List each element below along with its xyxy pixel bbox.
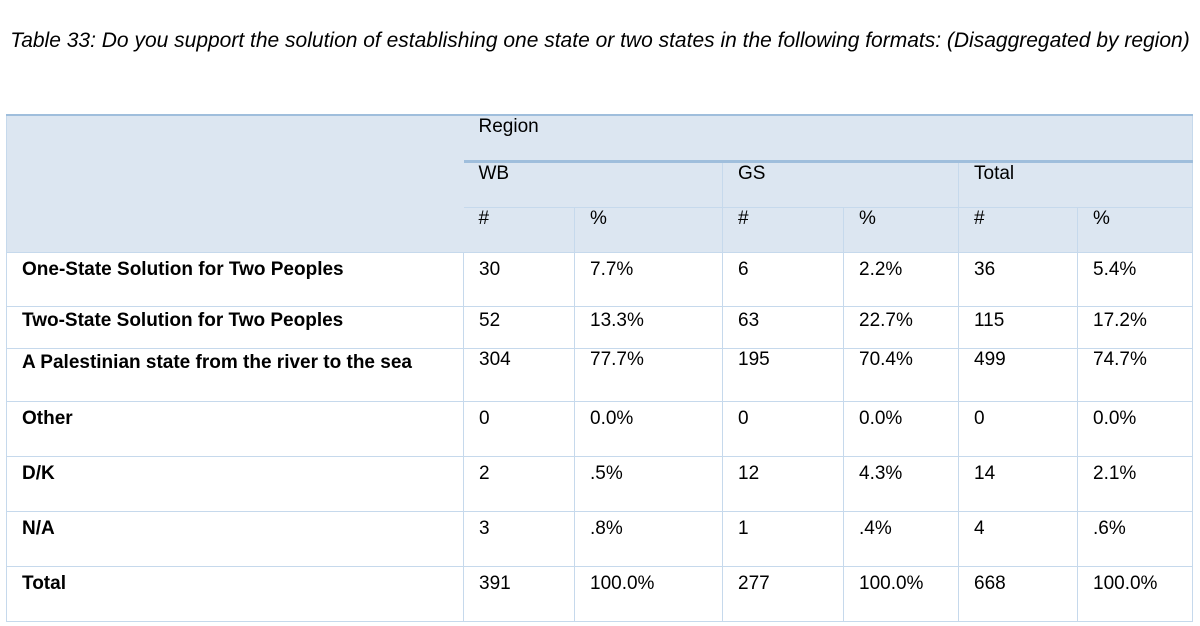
wb-percent: 13.3% xyxy=(575,307,723,349)
total-percent: 2.1% xyxy=(1078,457,1193,512)
gs-count: 195 xyxy=(723,349,844,402)
header-corner xyxy=(7,115,464,253)
gs-percent: 2.2% xyxy=(844,253,959,307)
gs-count-header: # xyxy=(723,208,844,253)
row-label: Two-State Solution for Two Peoples xyxy=(7,307,464,349)
table-body xyxy=(7,253,1193,622)
table-row xyxy=(7,512,1193,567)
total-count: 14 xyxy=(959,457,1078,512)
gs-count: 6 xyxy=(723,253,844,307)
region-table xyxy=(6,114,1193,622)
wb-percent: .8% xyxy=(575,512,723,567)
total-percent: .6% xyxy=(1078,512,1193,567)
table-row xyxy=(7,402,1193,457)
total-count: 499 xyxy=(959,349,1078,402)
total-percent: 0.0% xyxy=(1078,402,1193,457)
gs-count: 12 xyxy=(723,457,844,512)
gs-percent: 22.7% xyxy=(844,307,959,349)
table-row xyxy=(7,457,1193,512)
total-count: 668 xyxy=(959,567,1078,622)
wb-percent: 0.0% xyxy=(575,402,723,457)
row-label: D/K xyxy=(7,457,464,512)
total-percent-header: % xyxy=(1078,208,1193,253)
row-label: One-State Solution for Two Peoples xyxy=(7,253,464,307)
wb-count: 391 xyxy=(464,567,575,622)
gs-count: 0 xyxy=(723,402,844,457)
wb-count: 30 xyxy=(464,253,575,307)
gs-percent: 100.0% xyxy=(844,567,959,622)
total-count: 115 xyxy=(959,307,1078,349)
row-label: N/A xyxy=(7,512,464,567)
table-header xyxy=(7,115,1193,253)
group-header-wb: WB xyxy=(464,162,723,208)
table-caption: Table 33: Do you support the solution of establishing one state or two states in the following formats: (Disaggregated by region) xyxy=(10,29,1190,52)
gs-percent-header: % xyxy=(844,208,959,253)
group-header-gs: GS xyxy=(723,162,959,208)
table-row xyxy=(7,567,1193,622)
wb-percent: 77.7% xyxy=(575,349,723,402)
total-count-header: # xyxy=(959,208,1078,253)
wb-count: 304 xyxy=(464,349,575,402)
wb-count-header: # xyxy=(464,208,575,253)
gs-count: 63 xyxy=(723,307,844,349)
wb-count: 2 xyxy=(464,457,575,512)
total-percent: 74.7% xyxy=(1078,349,1193,402)
total-percent: 100.0% xyxy=(1078,567,1193,622)
row-label: A Palestinian state from the river to the sea xyxy=(7,349,464,402)
wb-percent: .5% xyxy=(575,457,723,512)
gs-count: 277 xyxy=(723,567,844,622)
wb-percent: 100.0% xyxy=(575,567,723,622)
table-row xyxy=(7,307,1193,349)
wb-count: 0 xyxy=(464,402,575,457)
table-row xyxy=(7,253,1193,307)
wb-count: 52 xyxy=(464,307,575,349)
total-percent: 5.4% xyxy=(1078,253,1193,307)
group-header-total: Total xyxy=(959,162,1193,208)
gs-percent: 4.3% xyxy=(844,457,959,512)
region-header: Region xyxy=(464,115,1193,162)
wb-percent: 7.7% xyxy=(575,253,723,307)
gs-percent: 0.0% xyxy=(844,402,959,457)
gs-percent: .4% xyxy=(844,512,959,567)
total-count: 0 xyxy=(959,402,1078,457)
table-row xyxy=(7,349,1193,402)
wb-percent-header: % xyxy=(575,208,723,253)
total-count: 4 xyxy=(959,512,1078,567)
wb-count: 3 xyxy=(464,512,575,567)
row-label: Other xyxy=(7,402,464,457)
gs-count: 1 xyxy=(723,512,844,567)
gs-percent: 70.4% xyxy=(844,349,959,402)
total-count: 36 xyxy=(959,253,1078,307)
total-percent: 17.2% xyxy=(1078,307,1193,349)
row-label: Total xyxy=(7,567,464,622)
